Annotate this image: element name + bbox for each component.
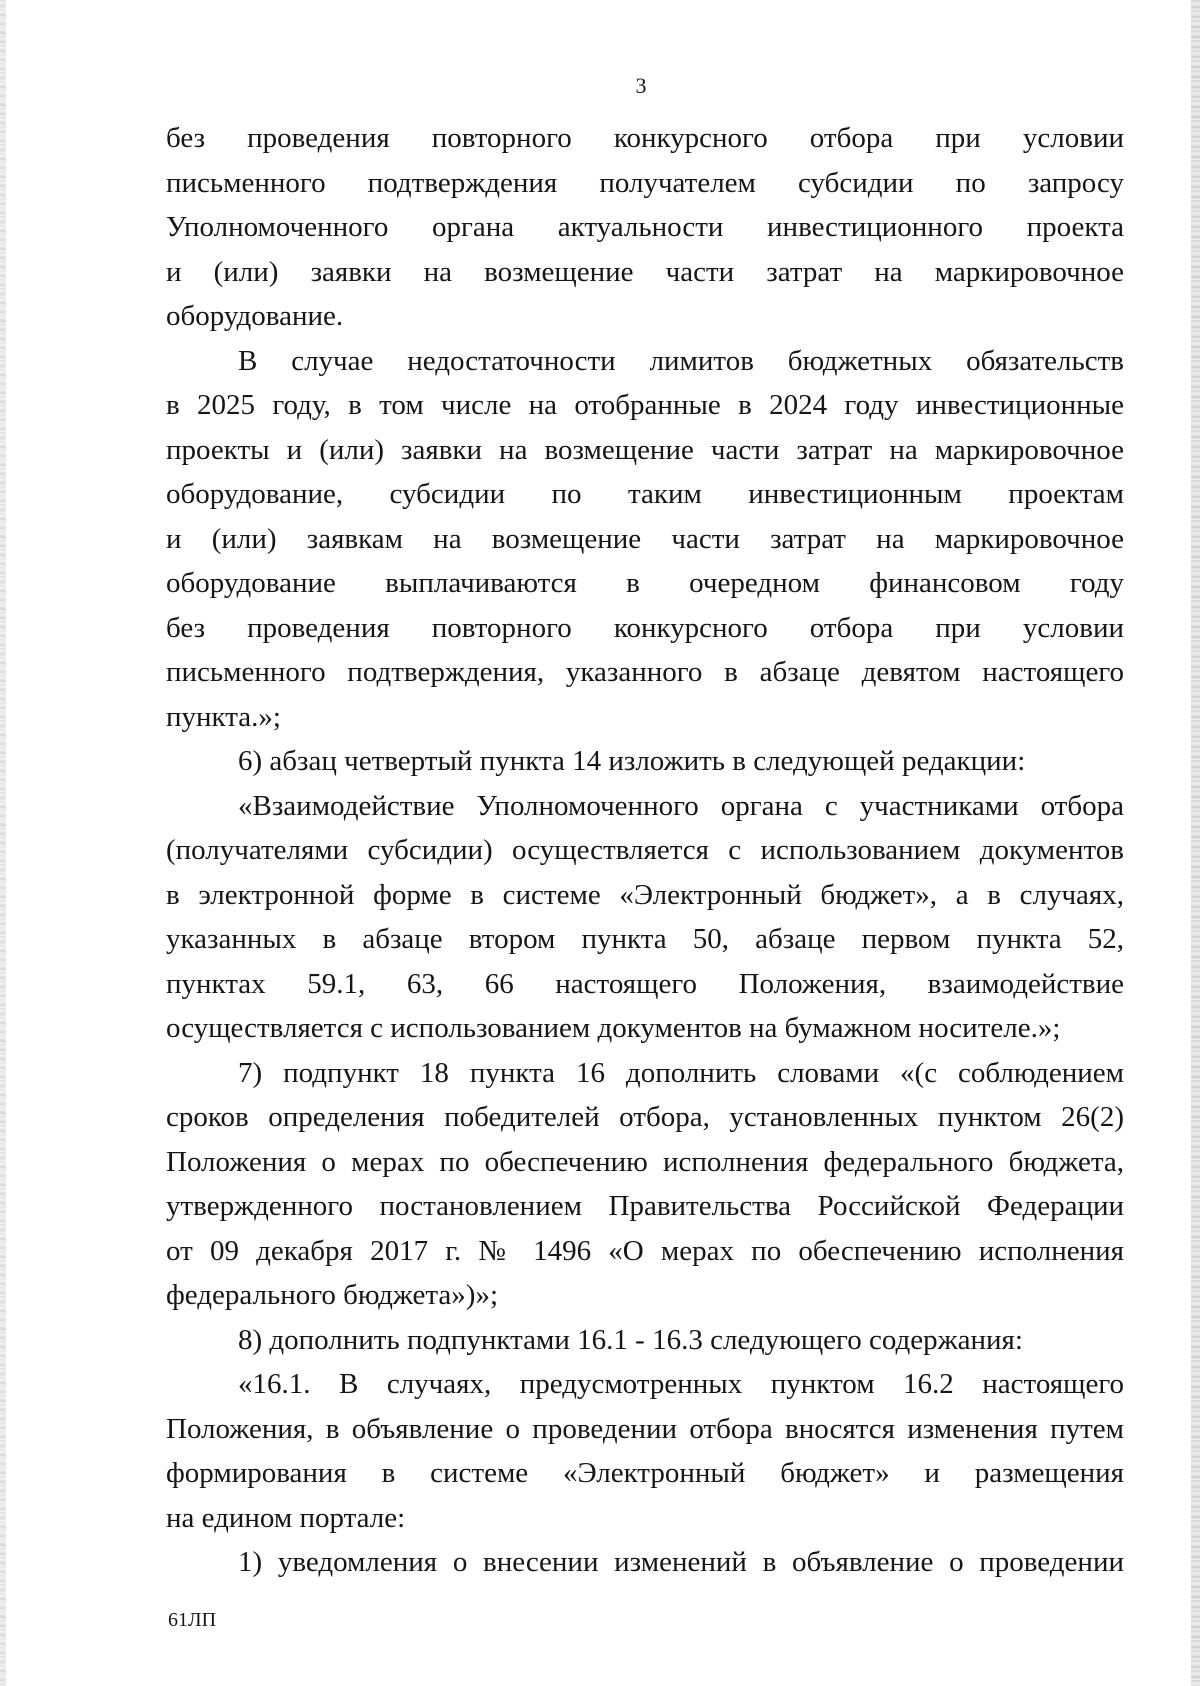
text-line: указанных в абзаце втором пункта 50, абзаце первом пункта 52, bbox=[166, 923, 1124, 955]
text-line: (получателями субсидии) осуществляется с использованием документов bbox=[166, 834, 1124, 866]
paragraph-item-6 bbox=[166, 739, 1124, 784]
paragraph-16-1-item-1 bbox=[166, 1540, 1124, 1585]
document-body bbox=[166, 116, 1124, 1585]
text-line: на едином портале: bbox=[166, 1501, 406, 1534]
text-line: пунктах 59.1, 63, 66 настоящего Положения, взаимодействие bbox=[166, 967, 1124, 1000]
text-line: «Взаимодействие Уполномоченного органа с участниками отбора bbox=[238, 789, 1124, 822]
text-line: без проведения повторного конкурсного отбора при условии bbox=[166, 122, 1124, 154]
text-line: 8) дополнить подпунктами 16.1 - 16.3 следующего содержания: bbox=[238, 1323, 1023, 1356]
text-line: «16.1. В случаях, предусмотренных пунктом 16.2 настоящего bbox=[238, 1368, 1124, 1400]
scan-edge-right bbox=[1191, 0, 1200, 1686]
text-line: письменного подтверждения получателем субсидии по запросу bbox=[166, 166, 1124, 199]
text-line: проекты и (или) заявки на возмещение части затрат на маркировочное bbox=[166, 433, 1124, 466]
scan-edge-left bbox=[0, 0, 6, 1686]
text-line: пункта.»; bbox=[166, 700, 281, 733]
text-line: Положения, в объявление о проведении отбора вносятся изменения путем bbox=[166, 1412, 1124, 1445]
text-line: сроков определения победителей отбора, установленных пунктом 26(2) bbox=[166, 1101, 1124, 1133]
paragraph-16-1 bbox=[166, 1362, 1124, 1540]
text-line: осуществляется с использованием документов на бумажном носителе.»; bbox=[166, 1012, 1061, 1044]
text-line: оборудование выплачиваются в очередном финансовом году bbox=[166, 567, 1124, 599]
text-line: 6) абзац четвертый пункта 14 изложить в следующей редакции: bbox=[238, 745, 1026, 777]
text-line: формирования в системе «Электронный бюджет» и размещения bbox=[166, 1457, 1124, 1489]
text-line: 1) уведомления о внесении изменений в объявление о проведении bbox=[238, 1546, 1124, 1578]
text-line: от 09 декабря 2017 г. № 1496 «О мерах по обеспечению исполнения bbox=[166, 1234, 1124, 1267]
text-line: и (или) заявки на возмещение части затрат на маркировочное bbox=[166, 255, 1124, 288]
text-line: утвержденного постановлением Правительства Российской Федерации bbox=[166, 1190, 1124, 1222]
text-line: письменного подтверждения, указанного в абзаце девятом настоящего bbox=[166, 656, 1124, 688]
text-line: В случае недостаточности лимитов бюджетных обязательств bbox=[238, 344, 1124, 377]
footer-document-code: 61ЛП bbox=[168, 1609, 217, 1631]
text-line: оборудование. bbox=[166, 300, 344, 332]
paragraph-item-7 bbox=[166, 1051, 1124, 1318]
paragraph-item-8 bbox=[166, 1318, 1124, 1363]
text-line: Положения о мерах по обеспечению исполнения федерального бюджета, bbox=[166, 1145, 1124, 1178]
paragraph-continuation bbox=[166, 116, 1124, 339]
text-line: оборудование, субсидии по таким инвестиционным проектам bbox=[166, 478, 1124, 510]
text-line: без проведения повторного конкурсного отбора при условии bbox=[166, 611, 1124, 644]
paragraph-insufficient-limits bbox=[166, 339, 1124, 740]
paragraph-interaction-quote bbox=[166, 784, 1124, 1051]
text-line: и (или) заявкам на возмещение части затрат на маркировочное bbox=[166, 522, 1124, 555]
text-line: 7) подпункт 18 пункта 16 дополнить словами «(с соблюдением bbox=[238, 1056, 1124, 1089]
text-line: федерального бюджета»)»; bbox=[166, 1279, 499, 1311]
text-line: в электронной форме в системе «Электронный бюджет», а в случаях, bbox=[166, 878, 1124, 911]
text-line: Уполномоченного органа актуальности инвестиционного проекта bbox=[166, 211, 1124, 243]
page-number: 3 bbox=[635, 73, 647, 98]
text-line: в 2025 году, в том числе на отобранные в 2024 году инвестиционные bbox=[166, 389, 1124, 421]
